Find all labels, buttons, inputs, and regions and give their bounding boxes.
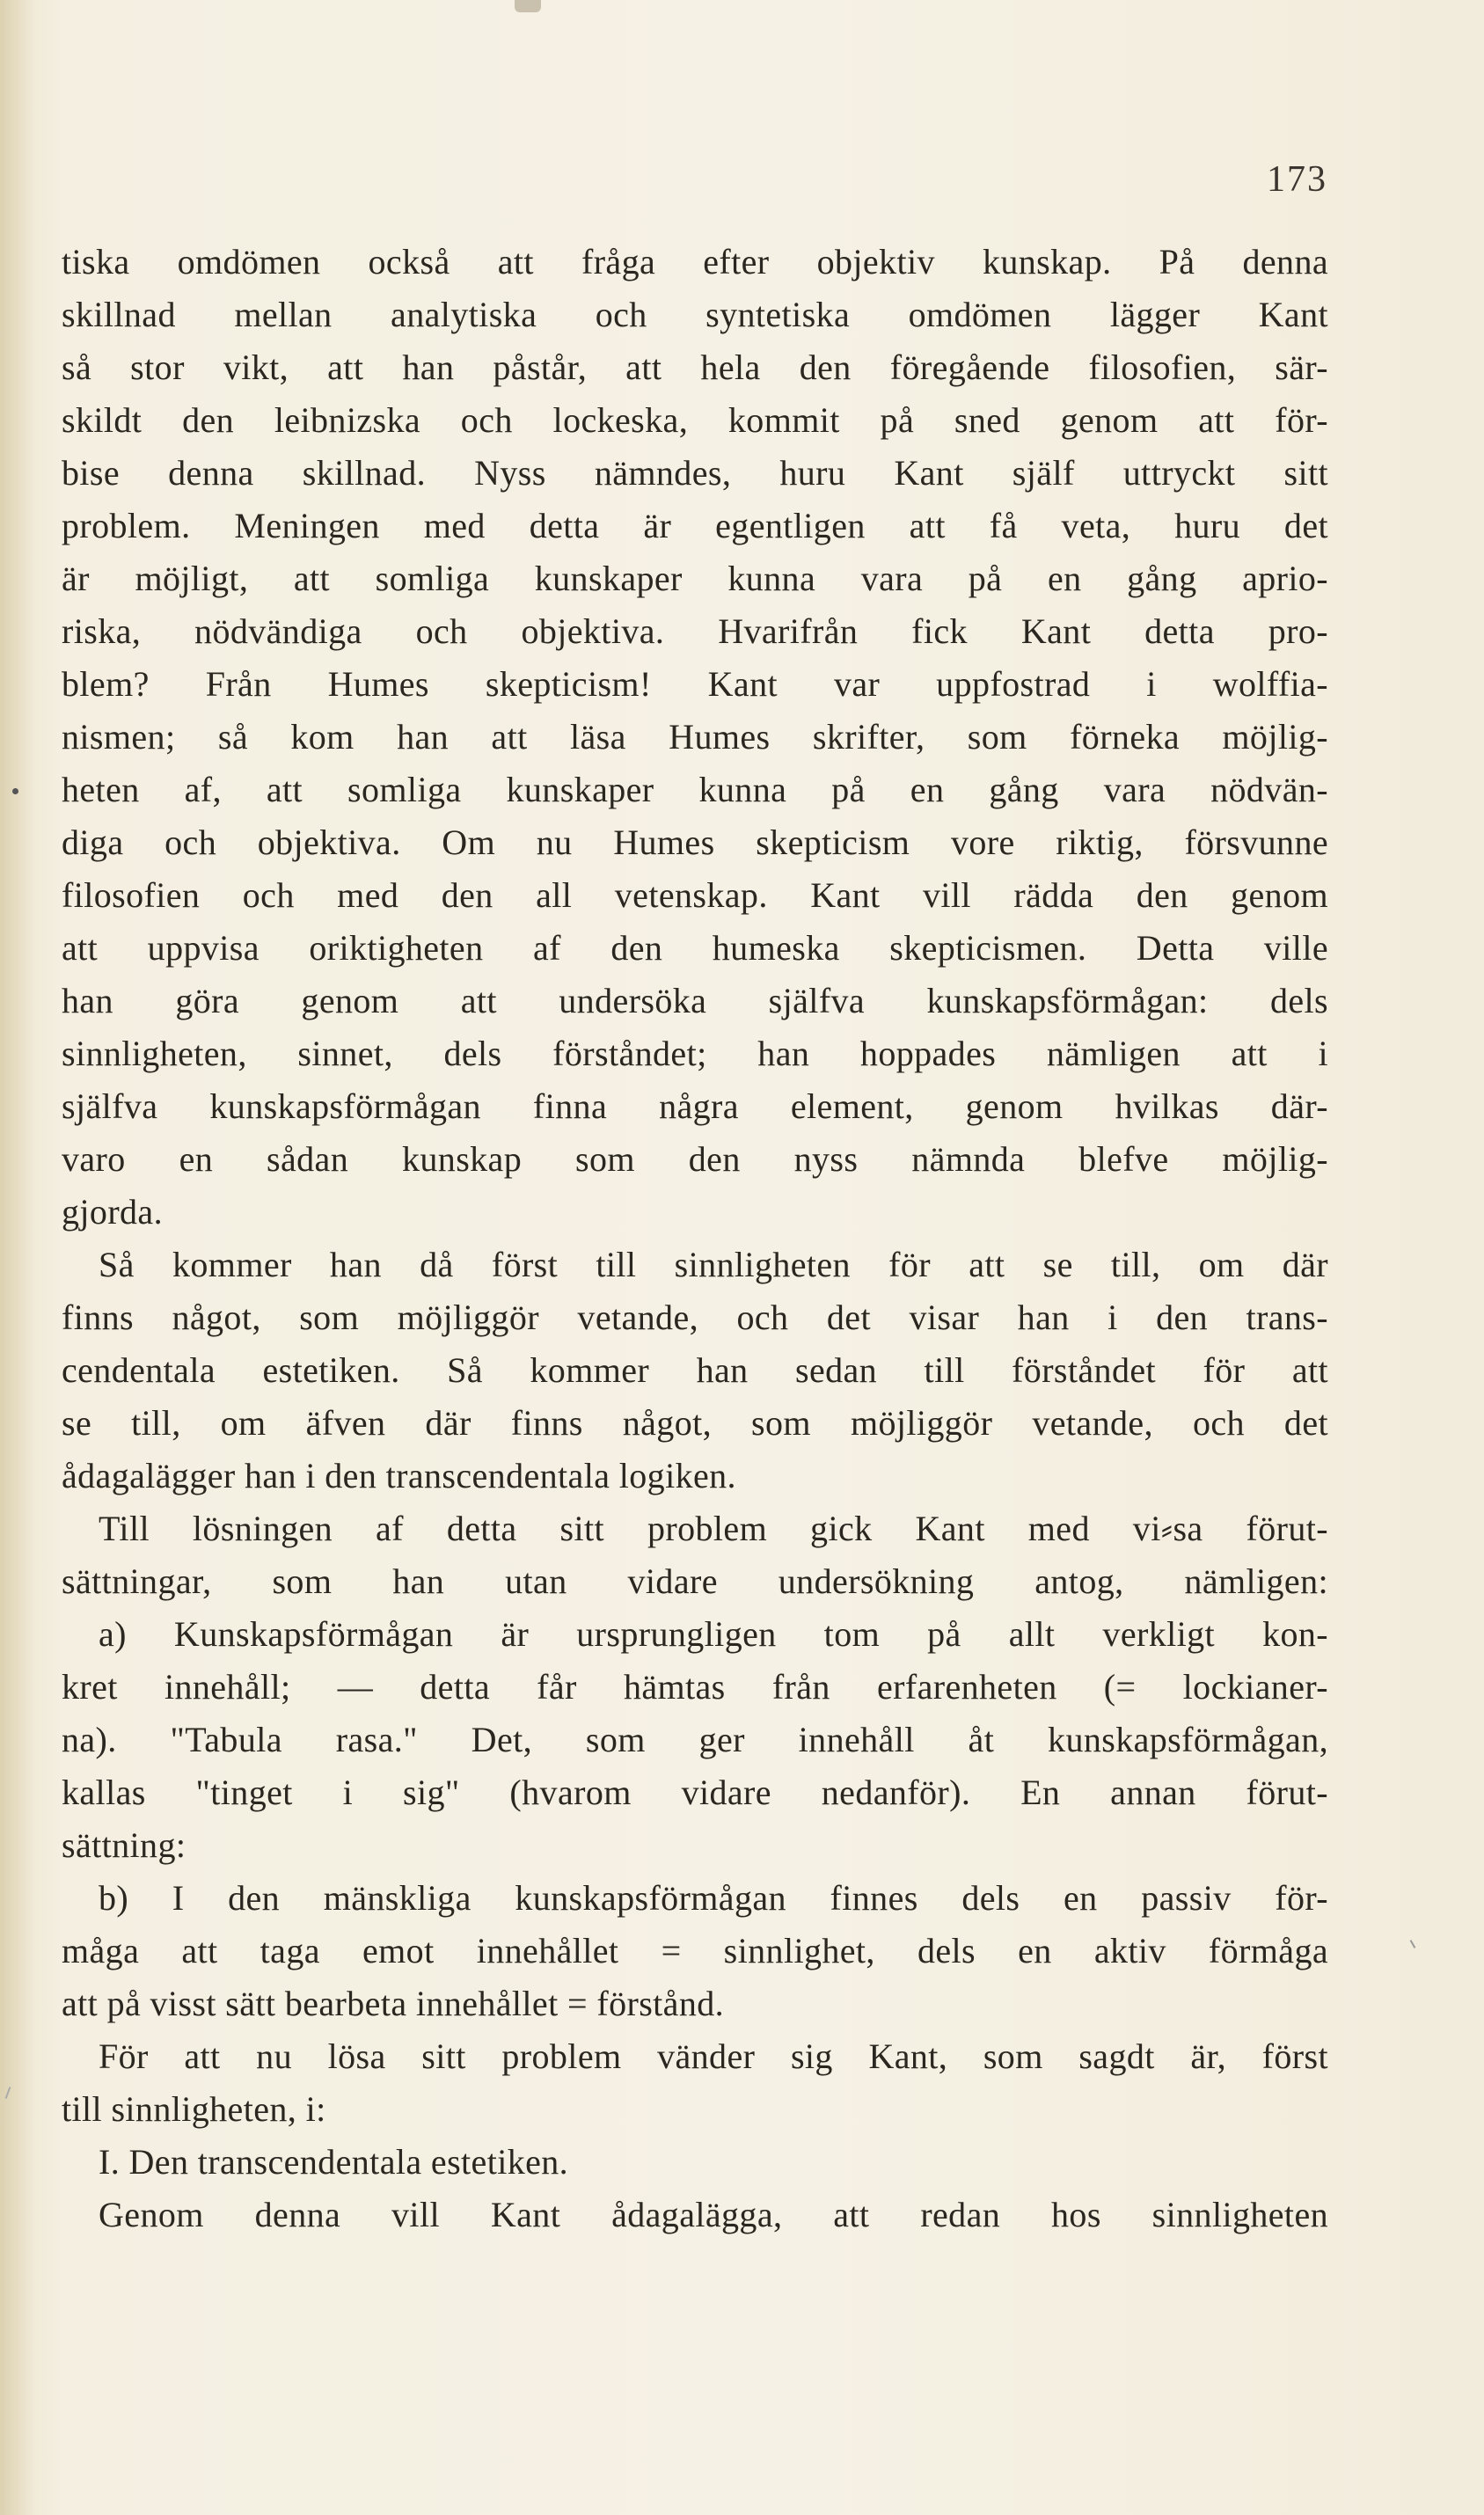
text-line: diga och objektiva. Om nu Humes skepticism vore riktig, försvunne [62,822,1328,862]
text-line: na). "Tabula rasa." Det, som ger innehåll åt kunskapsförmågan, [62,1720,1328,1759]
top-edge-mark [515,0,541,12]
text-line: skildt den leibnizska och lockeska, kommit på sned genom att för- [62,400,1328,440]
text-line: se till, om äfven där finns något, som möjliggör vetande, och det [62,1403,1328,1443]
margin-dot [12,788,18,794]
text-line: I. Den transcendentala estetiken. [99,2142,569,2182]
text-line: sättningar, som han utan vidare undersökning antog, nämligen: [62,1561,1328,1601]
text-line: b) I den mänskliga kunskapsförmågan finnes dels en passiv för- [99,1878,1328,1918]
text-line: Så kommer han då först till sinnligheten för att se till, om där [99,1245,1328,1284]
text-line: För att nu lösa sitt problem vänder sig Kant, som sagdt är, först [99,2036,1328,2076]
text-line: varo en sådan kunskap som den nyss nämnda blefve möjlig- [62,1139,1328,1179]
text-line: att uppvisa oriktigheten af den humeska skepticismen. Detta ville [62,928,1328,968]
page-number: 173 [1267,159,1327,200]
text-line: sinnligheten, sinnet, dels förståndet; han hoppades nämligen att i [62,1034,1328,1073]
text-line: finns något, som möjliggör vetande, och det visar han i den trans- [62,1298,1328,1337]
text-line: tiska omdömen också att fråga efter objektiv kunskap. På denna [62,242,1328,281]
text-line: bise denna skillnad. Nyss nämndes, huru Kant själf uttryckt sitt [62,453,1328,493]
text-line: cendentala estetiken. Så kommer han sedan till förståndet för att [62,1350,1328,1390]
text-line: sättning: [62,1825,186,1865]
text-line: filosofien och med den all vetenskap. Kant vill rädda den genom [62,875,1328,915]
body-text [62,236,1328,2241]
text-line: till sinnligheten, i: [62,2089,326,2129]
text-line: han göra genom att undersöka själfva kunskapsförmågan: dels [62,981,1328,1020]
text-line: är möjligt, att somliga kunskaper kunna vara på en gång aprio- [62,559,1328,598]
text-line: gjorda. [62,1192,163,1232]
text-line: Genom denna vill Kant ådagalägga, att redan hos sinnligheten [99,2195,1328,2234]
text-line: riska, nödvändiga och objektiva. Hvarifrån fick Kant detta pro- [62,611,1328,651]
text-line: a) Kunskapsförmågan är ursprungligen tom på allt verkligt kon- [99,1614,1328,1654]
text-line: kret innehåll; — detta får hämtas från erfarenheten (= lockianer- [62,1667,1328,1707]
text-line: problem. Meningen med detta är egentligen att få veta, huru det [62,506,1328,545]
text-line: nismen; så kom han att läsa Humes skrifter, som förneka möjlig- [62,717,1328,757]
text-line: måga att taga emot innehållet = sinnlighet, dels en aktiv förmåga [62,1931,1328,1970]
text-line: Till lösningen af detta sitt problem gick Kant med vi⸗sa förut- [99,1509,1328,1548]
text-line: att på visst sätt bearbeta innehållet = förstånd. [62,1984,725,2023]
text-line: skillnad mellan analytiska och syntetiska omdömen lägger Kant [62,295,1328,334]
text-line: så stor vikt, att han påstår, att hela den föregående filosofien, sär- [62,347,1328,387]
text-line: själfva kunskapsförmågan finna några element, genom hvilkas där- [62,1086,1328,1126]
text-line: heten af, att somliga kunskaper kunna på en gång vara nödvän- [62,770,1328,809]
text-line: blem? Från Humes skepticism! Kant var uppfostrad i wolffia- [62,664,1328,704]
text-line: kallas "tinget i sig" (hvarom vidare nedanför). En annan förut- [62,1773,1328,1812]
binding-shadow [0,0,35,2515]
text-line: ådagalägger han i den transcendentala logiken. [62,1456,736,1495]
